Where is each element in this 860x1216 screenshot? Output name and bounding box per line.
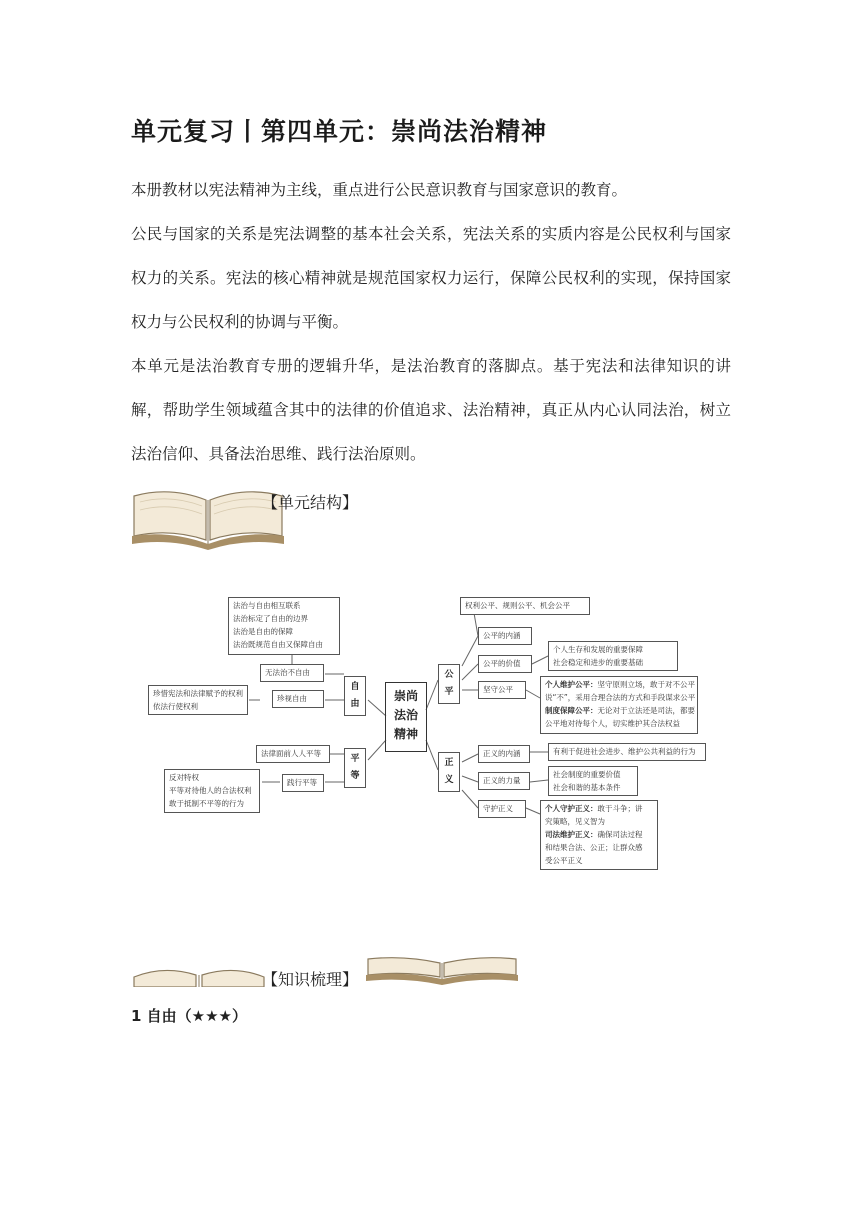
guard-fairness-detail-4: 公平地对待每个人，切实维护其合法权益 [545,719,680,728]
paragraph-3: 本单元是法治教育专册的逻辑升华，是法治教育的落脚点。基于宪法和法律知识的讲解，帮助学生领域蕴含其中的法律的价值追求、法治精神，真正从内心认同法治，树立法治信仰、具备法治思维、践行法治原则。 [131,357,731,463]
practice-detail-1: 反对特权 [169,773,199,782]
justice-power-detail-2: 社会和谐的基本条件 [553,783,621,792]
open-book-icon-right [364,955,520,985]
practice-equality-box: 践行平等 [282,774,324,792]
cherish-freedom-box: 珍视自由 [272,690,324,708]
guard-fairness-detail-box [540,676,698,734]
section-structure-heading: 【单元结构】 [262,493,359,512]
cherish-detail-box [148,685,248,715]
branch-fairness [438,664,460,704]
branch-justice [438,752,460,792]
fairness-connotation-box: 公平的内涵 [478,627,532,645]
no-rule-no-freedom-box: 无法治不自由 [260,664,324,682]
equality-label-2: 等 [350,771,360,781]
fairness-label-1: 公 [444,670,454,680]
justice-label-1: 正 [444,758,454,768]
practice-detail-box [164,769,260,813]
paragraph-1: 本册教材以宪法精神为主线，重点进行公民意识教育与国家意识的教育。 [131,181,628,199]
guard-justice-detail-4: 和结果合法、公正；让群众感 [545,843,643,852]
justice-connotation-detail-box: 有利于促进社会进步、维护公共利益的行为 [548,743,706,761]
guard-justice-detail-1: 敢于斗争；讲 [597,804,643,813]
fairness-types-box: 权利公平、规则公平、机会公平 [460,597,590,615]
guard-justice-detail-1-bold: 个人守护正义： [545,804,598,813]
guard-fairness-box: 坚守公平 [478,681,526,699]
fairness-value-box: 公平的价值 [478,655,532,673]
fairness-value-detail-1: 个人生存和发展的重要保障 [553,645,643,654]
law-equality-box: 法律面前人人平等 [256,745,330,763]
center-line-1: 崇尚 [393,689,418,703]
justice-connotation-box: 正义的内涵 [478,745,530,763]
guard-justice-detail-box [540,800,658,870]
guard-fairness-detail-1-bold: 个人维护公平： [545,680,598,689]
equality-label-1: 平 [350,754,360,764]
branch-freedom [344,676,366,716]
justice-power-detail-box [548,766,638,796]
center-line-2: 法治 [393,708,418,722]
guard-justice-detail-2: 究策略，见义智为 [545,817,605,826]
freedom-relation-4: 法治既规范自由又保障自由 [233,640,323,649]
freedom-relation-box [228,597,340,655]
justice-power-box: 正义的力量 [478,772,530,790]
mindmap-center [385,682,427,752]
guard-fairness-detail-3-bold: 制度保障公平： [545,706,598,715]
subheading-freedom: 1 自由（★★★） [131,1007,248,1025]
justice-power-detail-1: 社会制度的重要价值 [553,770,621,779]
cherish-detail-2: 依法行使权利 [153,702,198,711]
guard-justice-detail-5: 受公平正义 [545,856,583,865]
freedom-relation-1: 法治与自由相互联系 [233,601,301,610]
guard-fairness-detail-2: 说“不”，采用合理合法的方式和手段谋求公平 [545,693,696,702]
page-title: 单元复习丨第四单元：崇尚法治精神 [131,117,548,146]
section-knowledge-heading: 【知识梳理】 [262,970,359,989]
guard-justice-detail-3: 确保司法过程 [597,830,643,839]
freedom-relation-2: 法治标定了自由的边界 [233,614,308,623]
practice-detail-2: 平等对待他人的合法权利 [169,786,252,795]
open-book-icon-left [130,963,268,987]
freedom-relation-3: 法治是自由的保障 [233,627,293,636]
freedom-label-1: 自 [350,682,360,692]
guard-fairness-detail-1: 坚守原则立场，敢于对不公平 [597,680,695,689]
fairness-label-2: 平 [444,687,454,697]
cherish-detail-1: 珍惜宪法和法律赋予的权利 [153,689,243,698]
center-line-3: 精神 [393,727,418,741]
guard-fairness-detail-3: 无论对于立法还是司法，都要 [597,706,695,715]
paragraph-2: 公民与国家的关系是宪法调整的基本社会关系，宪法关系的实质内容是公民权利与国家权力的关系。宪法的核心精神就是规范国家权力运行，保障公民权利的实现，保持国家权力与公民权利的协调与平衡。 [131,225,731,331]
fairness-value-detail-2: 社会稳定和进步的重要基础 [553,658,643,667]
fairness-value-detail-box [548,641,678,671]
guard-justice-box: 守护正义 [478,800,526,818]
justice-label-2: 义 [444,775,454,785]
practice-detail-3: 敢于抵制不平等的行为 [169,799,244,808]
freedom-label-2: 由 [350,699,360,709]
guard-justice-detail-3-bold: 司法维护正义： [545,830,598,839]
branch-equality [344,748,366,788]
